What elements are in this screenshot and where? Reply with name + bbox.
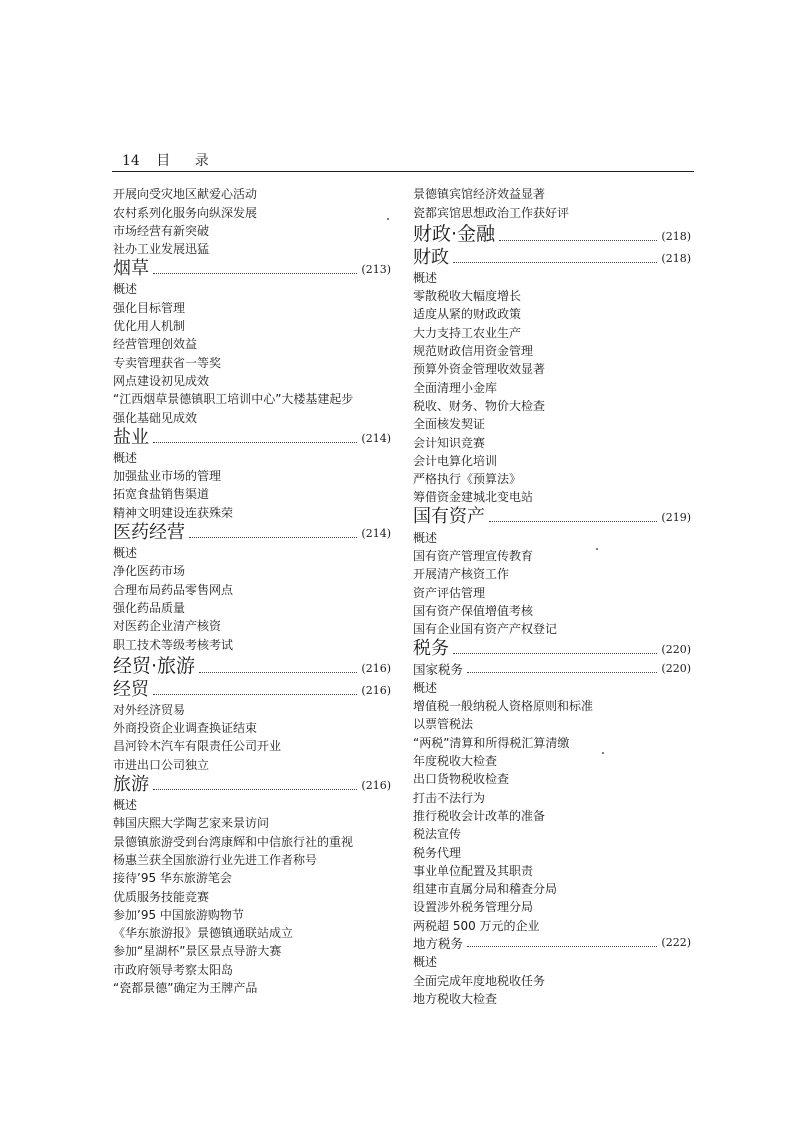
toc-entry-label: 会计电算化培训: [413, 453, 498, 468]
toc-entry: [113, 979, 391, 997]
toc-entry-label: 零散税收大幅度增长: [413, 289, 522, 304]
toc-entry: [113, 485, 391, 503]
toc-entry: [113, 635, 391, 653]
toc-category-heading: [113, 654, 391, 679]
toc-entry-label: 筹借资金建城北变电站: [413, 490, 534, 505]
toc-entry-label: 地方税收大检查: [413, 991, 498, 1006]
toc-entry-label: 组建市直属分局和稽查分局: [413, 882, 558, 897]
toc-entry-label: 概述: [113, 450, 138, 465]
toc-heading-label: 经贸: [113, 678, 149, 700]
toc-entry: [413, 788, 691, 806]
toc-entry-label: 对医药企业清产核资: [113, 619, 222, 634]
toc-heading-label: 地方税务: [413, 935, 464, 951]
toc-entry: [113, 222, 391, 240]
dot-leader: [453, 262, 657, 263]
toc-entry: [413, 547, 691, 565]
toc-section-heading: [113, 774, 391, 796]
toc-entry-label: 对外经济贸易: [113, 702, 186, 717]
toc-page-number: (216): [361, 683, 391, 697]
toc-section-heading: [413, 506, 691, 528]
dot-leader: [467, 946, 657, 947]
page-header: [122, 150, 219, 170]
toc-section-heading: [413, 638, 691, 660]
toc-entry-label: 社办工业发展迅猛: [113, 242, 210, 257]
toc-entry: [413, 470, 691, 488]
toc-entry: [113, 185, 391, 203]
toc-entry: [413, 342, 691, 360]
toc-entry-label: 强化基础见成效: [113, 410, 198, 425]
toc-entry-label: 概述: [413, 955, 438, 970]
toc-entry-label: 国有企业国有资产产权登记: [413, 622, 558, 637]
dot-leader: [153, 694, 357, 695]
toc-entry: [113, 353, 391, 371]
toc-entry: [113, 924, 391, 942]
toc-entry: [413, 971, 691, 989]
toc-entry-label: 净化医药市场: [113, 564, 186, 579]
toc-entry-label: 年度税收大检查: [413, 754, 498, 769]
toc-entry-label: 经营管理创效益: [113, 337, 198, 352]
toc-entry: [113, 906, 391, 924]
toc-entry: [113, 701, 391, 719]
page-number: 14: [122, 153, 140, 169]
toc-entry: [113, 562, 391, 580]
toc-subsection-heading: [413, 660, 691, 678]
toc-entry-label: 全面核发契证: [413, 417, 486, 432]
toc-entry: [413, 715, 691, 733]
toc-entry: [413, 843, 691, 861]
toc-entry: [113, 942, 391, 960]
dot-leader: [153, 442, 357, 443]
toc-entry: [113, 280, 391, 298]
dot-leader: [153, 273, 357, 274]
dot-leader: [189, 537, 357, 538]
toc-page-number: (218): [661, 251, 691, 265]
scan-speck: [602, 752, 604, 754]
toc-entry-label: 两税超 500 万元的企业: [413, 918, 540, 933]
toc-entry-label: 打击不法行为: [413, 790, 486, 805]
toc-entry-label: 强化药品质量: [113, 600, 186, 615]
toc-entry: [413, 378, 691, 396]
toc-entry: [413, 305, 691, 323]
toc-entry-label: 专卖管理获省一等奖: [113, 355, 222, 370]
scan-speck: [387, 218, 389, 220]
toc-entry: [413, 323, 691, 341]
toc-page-number: (222): [661, 935, 691, 949]
toc-entry: [413, 602, 691, 620]
toc-entry-label: 概述: [413, 530, 438, 545]
toc-entry: [413, 862, 691, 880]
toc-entry-label: “两税”清算和所得税汇算清缴: [413, 735, 570, 750]
toc-entry: [113, 503, 391, 521]
toc-entry: [413, 565, 691, 583]
toc-section-heading: [113, 258, 391, 280]
toc-entry: [113, 599, 391, 617]
toc-entry: [413, 679, 691, 697]
toc-entry: [413, 697, 691, 715]
toc-entry: [113, 814, 391, 832]
toc-entry: [113, 203, 391, 221]
toc-entry-label: 增值税一般纳税人资格原则和标准: [413, 699, 594, 714]
toc-entry: [113, 390, 391, 408]
toc-page-number: (216): [361, 661, 391, 675]
toc-entry-label: 杨惠兰获全国旅游行业先进工作者称号: [113, 852, 318, 867]
toc-entry-label: 严格执行《预算法》: [413, 472, 522, 487]
toc-entry-label: 参加’95 中国旅游购物节: [113, 907, 244, 922]
toc-left-column: [113, 185, 391, 997]
dot-leader: [153, 789, 357, 790]
toc-heading-label: 税务: [413, 638, 449, 660]
toc-entry-label: 接待’95 华东旅游笔会: [113, 871, 232, 886]
toc-entry: [113, 372, 391, 390]
toc-heading-label: 旅游: [113, 773, 149, 795]
toc-entry: [413, 807, 691, 825]
toc-entry-label: 大力支持工农业生产: [413, 325, 522, 340]
toc-entry-label: 税法宣传: [413, 827, 462, 842]
dot-leader: [199, 672, 357, 673]
toc-entry-label: 瓷都宾馆思想政治工作获好评: [413, 205, 570, 220]
toc-entry-label: 网点建设初见成效: [113, 373, 210, 388]
page-title: 目 录: [156, 153, 219, 169]
toc-entry-label: 优化用人机制: [113, 319, 186, 334]
toc-entry: [113, 544, 391, 562]
toc-entry: [113, 851, 391, 869]
toc-entry-label: 景德镇宾馆经济效益显著: [413, 187, 546, 202]
toc-entry: [413, 415, 691, 433]
toc-entry: [113, 408, 391, 426]
toc-entry: [113, 737, 391, 755]
toc-entry-label: 《华东旅游报》景德镇通联站成立: [113, 926, 294, 941]
toc-entry: [413, 287, 691, 305]
toc-entry: [413, 360, 691, 378]
toc-entry: [413, 433, 691, 451]
toc-entry: [113, 755, 391, 773]
toc-entry: [413, 733, 691, 751]
toc-entry: [413, 620, 691, 638]
toc-right-column: [413, 185, 691, 1008]
toc-entry: [113, 869, 391, 887]
toc-page-number: (214): [361, 526, 391, 540]
toc-page-number: (218): [661, 229, 691, 243]
toc-page-number: (219): [661, 511, 691, 525]
toc-entry-label: 出口货物税收检查: [413, 772, 510, 787]
toc-entry-label: 全面清理小金库: [413, 380, 498, 395]
toc-entry: [413, 397, 691, 415]
toc-heading-label: 财政: [413, 246, 449, 268]
toc-section-heading: [413, 247, 691, 269]
toc-section-heading: [113, 522, 391, 544]
toc-entry: [113, 580, 391, 598]
toc-entry-label: 景德镇旅游受到台湾康辉和中信旅行社的重视: [113, 834, 354, 849]
toc-entry-label: 规范财政信用资金管理: [413, 344, 534, 359]
toc-entry-label: 加强盐业市场的管理: [113, 469, 222, 484]
toc-section-heading: [113, 679, 391, 701]
toc-page-number: (214): [361, 431, 391, 445]
dot-leader: [489, 521, 657, 522]
header-rule: [112, 171, 694, 172]
toc-subsection-heading: [413, 935, 691, 953]
toc-entry: [413, 269, 691, 287]
toc-heading-label: 医药经营: [113, 521, 185, 543]
toc-heading-label: 盐业: [113, 426, 149, 448]
toc-entry: [413, 203, 691, 221]
toc-entry-label: 概述: [413, 680, 438, 695]
toc-entry: [413, 752, 691, 770]
toc-entry: [413, 770, 691, 788]
toc-entry-label: 会计知识竞赛: [413, 435, 486, 450]
toc-entry: [113, 796, 391, 814]
toc-entry: [113, 240, 391, 258]
toc-entry-label: 农村系列化服务向纵深发展: [113, 205, 258, 220]
toc-entry-label: 预算外资金管理收效显著: [413, 362, 546, 377]
toc-entry: [413, 953, 691, 971]
toc-entry-label: 市进出口公司独立: [113, 757, 210, 772]
toc-entry-label: 概述: [113, 546, 138, 561]
toc-entry: [113, 617, 391, 635]
toc-entry-label: 拓宽食盐销售渠道: [113, 487, 210, 502]
toc-entry-label: 概述: [113, 282, 138, 297]
toc-entry-label: “瓷都景德”确定为王牌产品: [113, 980, 258, 995]
toc-entry: [413, 825, 691, 843]
toc-entry: [413, 990, 691, 1008]
toc-entry-label: 概述: [113, 798, 138, 813]
toc-page-number: (220): [661, 661, 691, 675]
toc-entry-label: 全面完成年度地税收任务: [413, 973, 546, 988]
toc-entry: [113, 317, 391, 335]
toc-page-number: (220): [661, 643, 691, 657]
toc-entry: [113, 298, 391, 316]
toc-entry: [413, 916, 691, 934]
toc-entry: [113, 887, 391, 905]
toc-entry: [113, 719, 391, 737]
toc-entry: [413, 528, 691, 546]
toc-entry: [413, 583, 691, 601]
toc-entry-label: 国有资产保值增值考核: [413, 603, 534, 618]
toc-entry-label: 推行税收会计改革的准备: [413, 808, 546, 823]
toc-entry-label: 韩国庆熙大学陶艺家来景访问: [113, 816, 270, 831]
toc-entry: [113, 467, 391, 485]
toc-entry-label: 参加“星湖杯”景区景点导游大赛: [113, 944, 282, 959]
toc-entry-label: 税务代理: [413, 845, 462, 860]
toc-entry-label: 职工技术等级考核考试: [113, 637, 234, 652]
toc-entry-label: 适度从紧的财政政策: [413, 307, 522, 322]
toc-entry-label: 市政府领导考察太阳岛: [113, 962, 234, 977]
toc-entry-label: 外商投资企业调查换证结束: [113, 721, 258, 736]
toc-entry: [113, 832, 391, 850]
toc-entry-label: 以票管税法: [413, 717, 474, 732]
toc-heading-label: 国有资产: [413, 506, 485, 528]
toc-entry-label: 国有资产管理宣传教育: [413, 549, 534, 564]
toc-page-number: (213): [361, 263, 391, 277]
toc-heading-label: 国家税务: [413, 661, 464, 677]
toc-entry: [113, 335, 391, 353]
dot-leader: [453, 653, 657, 654]
toc-entry: [413, 880, 691, 898]
toc-entry: [113, 449, 391, 467]
toc-entry: [413, 488, 691, 506]
toc-entry-label: 事业单位配置及其职责: [413, 863, 534, 878]
dot-leader: [499, 240, 657, 241]
toc-entry: [413, 452, 691, 470]
toc-entry-label: 开展向受灾地区献爱心活动: [113, 187, 258, 202]
toc-entry-label: 资产评估管理: [413, 585, 486, 600]
toc-heading-label: 财政·金融: [413, 222, 496, 245]
toc-heading-label: 经贸·旅游: [113, 654, 196, 677]
dot-leader: [467, 672, 657, 673]
toc-entry-label: “江西烟草景德镇职工培训中心”大楼基建起步: [113, 392, 354, 407]
toc-entry-label: 市场经营有新突破: [113, 223, 210, 238]
toc-entry-label: 设置涉外税务管理分局: [413, 900, 534, 915]
toc-entry: [113, 960, 391, 978]
toc-entry: [413, 185, 691, 203]
scan-speck: [596, 548, 598, 550]
toc-heading-label: 烟草: [113, 258, 149, 280]
toc-entry: [413, 898, 691, 916]
toc-entry-label: 精神文明建设连获殊荣: [113, 505, 234, 520]
toc-category-heading: [413, 222, 691, 247]
toc-entry-label: 合理布局药品零售网点: [113, 582, 234, 597]
toc-page-number: (216): [361, 778, 391, 792]
toc-entry-label: 概述: [413, 270, 438, 285]
toc-entry-label: 开展清产核资工作: [413, 567, 510, 582]
toc-entry-label: 昌河铃木汽车有限责任公司开业: [113, 739, 282, 754]
toc-entry-label: 税收、财务、物价大检查: [413, 398, 546, 413]
toc-entry-label: 优质服务技能竞赛: [113, 889, 210, 904]
toc-section-heading: [113, 427, 391, 449]
toc-entry-label: 强化目标管理: [113, 300, 186, 315]
